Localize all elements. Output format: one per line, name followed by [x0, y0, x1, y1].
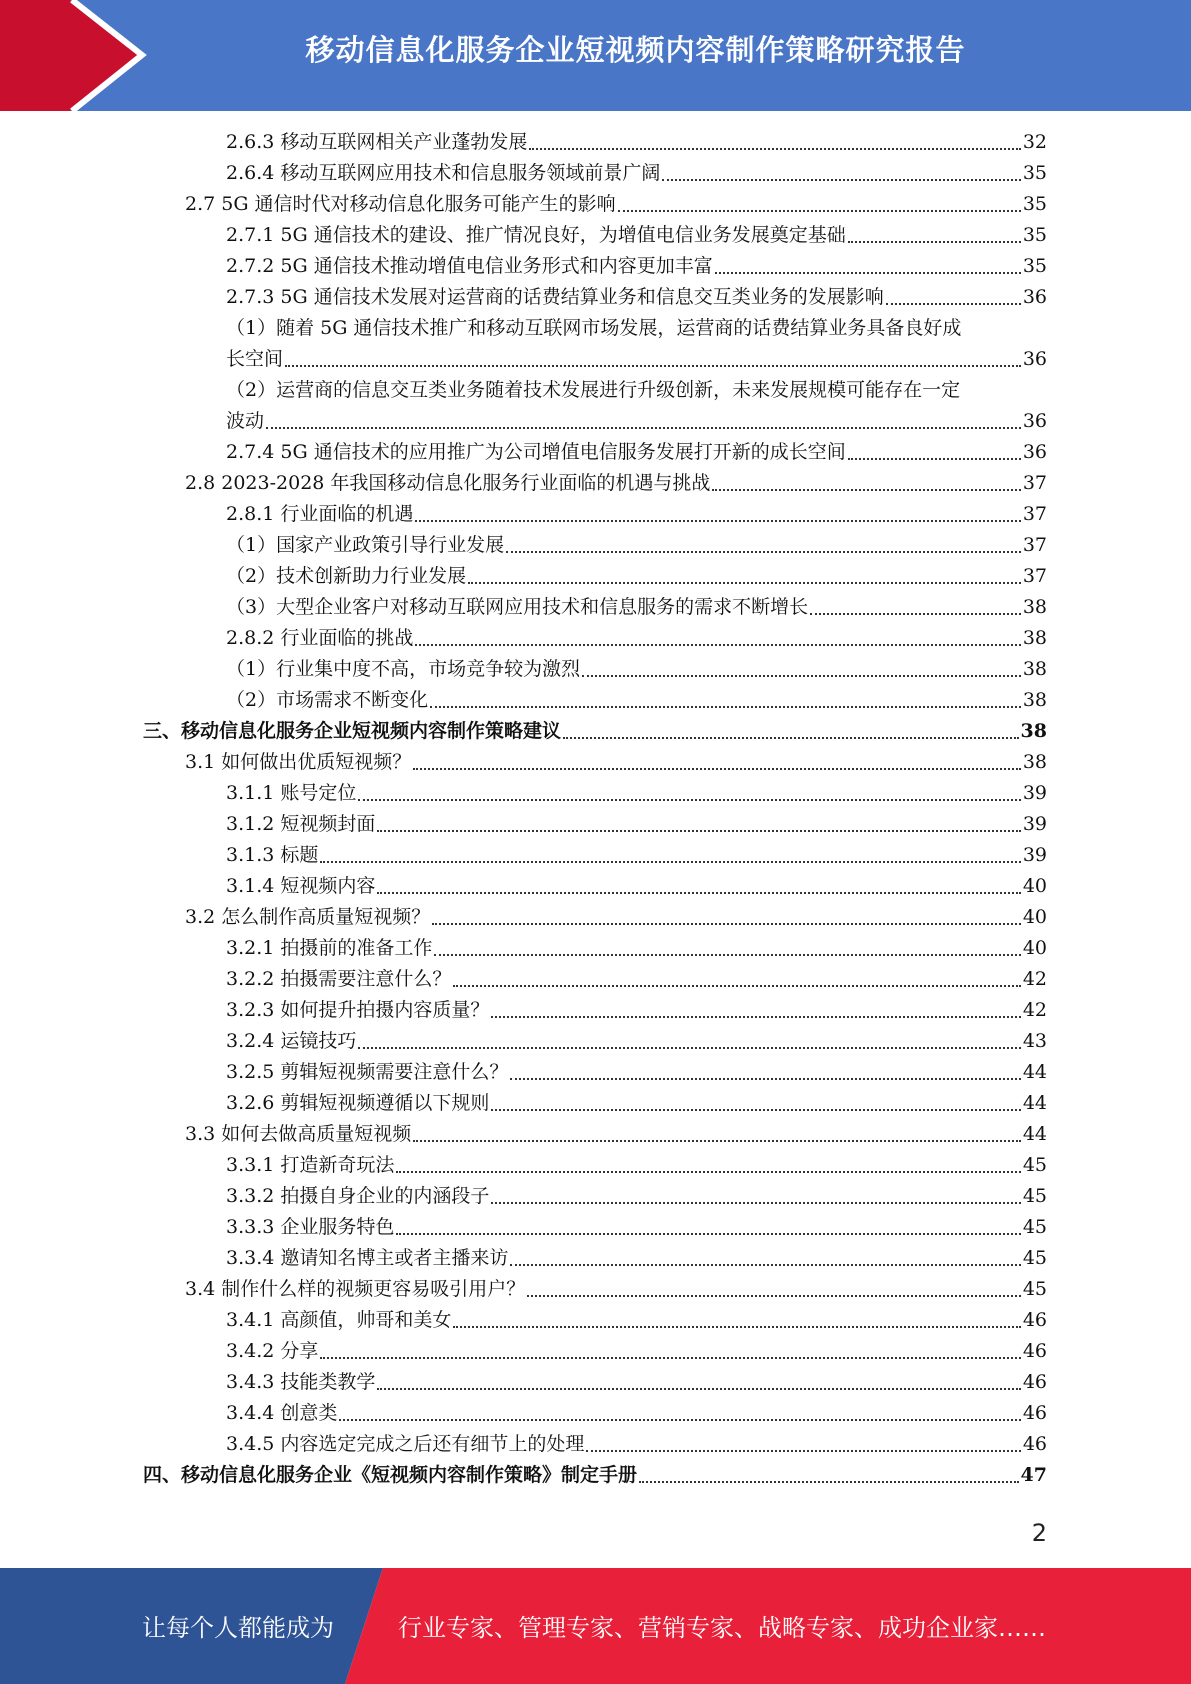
- toc-entry[interactable]: [226, 840, 1047, 871]
- toc-entry-page: 37: [1022, 503, 1047, 525]
- toc-entry[interactable]: [226, 1336, 1047, 1367]
- footer-slogan-right: 行业专家、管理专家、营销专家、战略专家、成功企业家……: [398, 1614, 1046, 1642]
- toc-entry[interactable]: [185, 468, 1047, 499]
- toc-entry[interactable]: [226, 127, 1047, 158]
- toc-entry-page: 37: [1022, 534, 1047, 556]
- toc-dot-leader: [810, 613, 1021, 615]
- toc-entry-first-line[interactable]: [226, 375, 1047, 406]
- toc-entry-page: 45: [1022, 1216, 1047, 1238]
- toc-entry-label: （2）市场需求不断变化: [226, 689, 429, 711]
- toc-entry-page: 43: [1022, 1030, 1047, 1052]
- toc-entry-label: 3.3.1 打造新奇玩法: [226, 1154, 395, 1176]
- toc-dot-leader: [491, 1202, 1020, 1204]
- toc-entry-label: 3.1.1 账号定位: [226, 782, 357, 804]
- toc-entry-label: 3.1 如何做出优质短视频？: [185, 751, 412, 773]
- toc-entry-page: 38: [1022, 627, 1047, 649]
- toc-entry-label: 3.1.2 短视频封面: [226, 813, 376, 835]
- toc-entry-page: 36: [1022, 441, 1047, 463]
- toc-entry-label: 3.2.5 剪辑短视频需要注意什么？: [226, 1061, 509, 1083]
- toc-entry-page: 44: [1022, 1092, 1047, 1114]
- toc-dot-leader: [434, 954, 1020, 956]
- toc-entry-label: 3.4.4 创意类: [226, 1402, 338, 1424]
- toc-entry-page: 36: [1022, 348, 1047, 370]
- toc-dot-leader: [377, 892, 1020, 894]
- toc-entry-page: 45: [1022, 1278, 1047, 1300]
- toc-entry-page: 40: [1022, 875, 1047, 897]
- toc-dot-leader: [468, 582, 1021, 584]
- toc-entry-label: 波动: [226, 410, 265, 432]
- toc-dot-leader: [377, 1388, 1020, 1390]
- toc-entry-page: 39: [1022, 782, 1047, 804]
- toc-entry-label: 3.2 怎么制作高质量短视频？: [185, 906, 431, 928]
- toc-entry[interactable]: [226, 1181, 1047, 1212]
- toc-entry-label: 3.2.2 拍摄需要注意什么？: [226, 968, 452, 990]
- toc-entry-label: （1）国家产业政策引导行业发展: [226, 534, 505, 556]
- toc-dot-leader: [506, 551, 1021, 553]
- toc-entry-page: 32: [1022, 131, 1047, 153]
- toc-dot-leader: [453, 985, 1020, 987]
- footer-slogan-left: 让每个人都能成为: [142, 1614, 334, 1642]
- toc-entry-page: 40: [1022, 937, 1047, 959]
- report-title: 移动信息化服务企业短视频内容制作策略研究报告: [305, 33, 966, 67]
- toc-entry-page: 38: [1022, 689, 1047, 711]
- toc-entry-page: 38: [1022, 751, 1047, 773]
- toc-entry-page: 35: [1022, 162, 1047, 184]
- toc-entry[interactable]: [226, 530, 1047, 561]
- toc-entry[interactable]: [226, 158, 1047, 189]
- toc-entry[interactable]: [226, 220, 1047, 251]
- toc-dot-leader: [396, 1233, 1020, 1235]
- toc-dot-leader: [320, 861, 1020, 863]
- toc-entry[interactable]: [185, 747, 1047, 778]
- toc-entry[interactable]: [226, 282, 1047, 313]
- toc-entry-label: 2.7 5G 通信时代对移动信息化服务可能产生的影响: [185, 193, 616, 215]
- toc-entry-label: （1）行业集中度不高，市场竞争较为激烈: [226, 658, 581, 680]
- page-header-band: [0, 0, 1191, 111]
- toc-dot-leader: [618, 210, 1021, 212]
- toc-entry-page: 46: [1022, 1433, 1047, 1455]
- toc-entry-page: 45: [1022, 1154, 1047, 1176]
- toc-entry-page: 35: [1022, 255, 1047, 277]
- toc-entry-label: 3.3.4 邀请知名博主或者主播来访: [226, 1247, 509, 1269]
- toc-entry[interactable]: [226, 871, 1047, 902]
- toc-entry-page: 35: [1022, 193, 1047, 215]
- toc-dot-leader: [712, 489, 1020, 491]
- toc-dot-leader: [413, 1140, 1021, 1142]
- toc-entry[interactable]: [226, 809, 1047, 840]
- toc-entry[interactable]: [226, 685, 1047, 716]
- toc-entry[interactable]: [226, 561, 1047, 592]
- toc-dot-leader: [358, 799, 1020, 801]
- toc-dot-leader: [886, 303, 1021, 305]
- toc-entry-label: 2.6.3 移动互联网相关产业蓬勃发展: [226, 131, 528, 153]
- toc-entry-label: 3.4.5 内容选定完成之后还有细节上的处理: [226, 1433, 585, 1455]
- toc-entry[interactable]: [226, 1057, 1047, 1088]
- toc-entry[interactable]: [185, 1274, 1047, 1305]
- toc-dot-leader: [848, 241, 1021, 243]
- toc-entry[interactable]: [185, 189, 1047, 220]
- toc-dot-leader: [639, 1481, 1019, 1483]
- toc-entry-page: 38: [1022, 658, 1047, 680]
- toc-dot-leader: [510, 1264, 1020, 1266]
- toc-dot-leader: [432, 923, 1021, 925]
- toc-entry[interactable]: [226, 1429, 1047, 1460]
- toc-entry-label: 3.1.4 短视频内容: [226, 875, 376, 897]
- toc-dot-leader: [430, 706, 1021, 708]
- toc-entry[interactable]: [185, 902, 1047, 933]
- toc-entry-page: 37: [1022, 472, 1047, 494]
- toc-entry[interactable]: [226, 344, 1047, 375]
- toc-entry-page: 39: [1022, 813, 1047, 835]
- toc-entry-label: 2.8.2 行业面临的挑战: [226, 627, 414, 649]
- toc-entry-label: 三、移动信息化服务企业短视频内容制作策略建议: [143, 720, 562, 742]
- page-number: 2: [1031, 1519, 1047, 1547]
- toc-entry[interactable]: [226, 1088, 1047, 1119]
- toc-entry[interactable]: [226, 1305, 1047, 1336]
- toc-chapter-entry[interactable]: [143, 1460, 1047, 1491]
- toc-entry-label: （2）运营商的信息交互类业务随着技术发展进行升级创新，未来发展规模可能存在一定: [226, 379, 961, 401]
- toc-entry-label: 2.7.4 5G 通信技术的应用推广为公司增值电信服务发展打开新的成长空间: [226, 441, 846, 463]
- toc-entry-page: 36: [1022, 286, 1047, 308]
- toc-entry-page: 42: [1022, 968, 1047, 990]
- toc-entry[interactable]: [226, 1212, 1047, 1243]
- toc-entry-label: 长空间: [226, 348, 284, 370]
- toc-dot-leader: [491, 1109, 1020, 1111]
- toc-dot-leader: [339, 1419, 1020, 1421]
- toc-entry-label: 3.2.1 拍摄前的准备工作: [226, 937, 433, 959]
- toc-dot-leader: [320, 1357, 1020, 1359]
- page-footer-band: [0, 1568, 1191, 1684]
- toc-entry[interactable]: [226, 499, 1047, 530]
- toc-entry-page: 39: [1022, 844, 1047, 866]
- toc-entry[interactable]: [226, 1398, 1047, 1429]
- toc-entry[interactable]: [226, 1026, 1047, 1057]
- toc-dot-leader: [413, 768, 1021, 770]
- toc-dot-leader: [715, 272, 1021, 274]
- toc-entry[interactable]: [226, 623, 1047, 654]
- toc-entry-label: 3.3 如何去做高质量短视频: [185, 1123, 412, 1145]
- toc-entry-label: 3.2.6 剪辑短视频遵循以下规则: [226, 1092, 490, 1114]
- toc-dot-leader: [396, 1171, 1020, 1173]
- toc-entry[interactable]: [226, 1243, 1047, 1274]
- toc-entry-label: 3.2.4 运镜技巧: [226, 1030, 357, 1052]
- toc-entry-label: 3.4 制作什么样的视频更容易吸引用户？: [185, 1278, 526, 1300]
- toc-entry-page: 40: [1022, 906, 1047, 928]
- toc-entry[interactable]: [226, 1150, 1047, 1181]
- toc-dot-leader: [415, 520, 1020, 522]
- toc-entry-label: 3.4.3 技能类教学: [226, 1371, 376, 1393]
- toc-entry-page: 46: [1022, 1402, 1047, 1424]
- toc-entry-page: 35: [1022, 224, 1047, 246]
- toc-entry[interactable]: [226, 995, 1047, 1026]
- toc-entry-page: 38: [1022, 596, 1047, 618]
- toc-entry-label: 2.8 2023-2028 年我国移动信息化服务行业面临的机遇与挑战: [185, 472, 711, 494]
- toc-entry-page: 44: [1022, 1123, 1047, 1145]
- toc-entry-label: 3.3.2 拍摄自身企业的内涵段子: [226, 1185, 490, 1207]
- toc-entry-page: 46: [1022, 1340, 1047, 1362]
- toc-entry-label: 3.4.1 高颜值，帅哥和美女: [226, 1309, 452, 1331]
- toc-entry-label: 2.7.1 5G 通信技术的建设、推广情况良好，为增值电信业务发展奠定基础: [226, 224, 846, 246]
- toc-chapter-entry[interactable]: [143, 716, 1047, 747]
- toc-entry[interactable]: [226, 654, 1047, 685]
- toc-entry[interactable]: [226, 437, 1047, 468]
- toc-entry[interactable]: [226, 251, 1047, 282]
- toc-entry-page: 38: [1020, 720, 1047, 742]
- toc-entry-first-line[interactable]: [226, 313, 1047, 344]
- toc-entry-label: 2.8.1 行业面临的机遇: [226, 503, 414, 525]
- toc-entry-label: 2.7.2 5G 通信技术推动增值电信业务形式和内容更加丰富: [226, 255, 713, 277]
- toc-entry-page: 44: [1022, 1061, 1047, 1083]
- toc-dot-leader: [285, 365, 1021, 367]
- toc-dot-leader: [510, 1078, 1020, 1080]
- toc-entry-page: 45: [1022, 1247, 1047, 1269]
- toc-dot-leader: [563, 737, 1019, 739]
- toc-entry-page: 36: [1022, 410, 1047, 432]
- toc-entry-page: 45: [1022, 1185, 1047, 1207]
- toc-dot-leader: [358, 1047, 1020, 1049]
- toc-dot-leader: [527, 1295, 1021, 1297]
- toc-entry-label: 3.3.3 企业服务特色: [226, 1216, 395, 1238]
- toc-dot-leader: [415, 644, 1020, 646]
- toc-entry[interactable]: [226, 933, 1047, 964]
- toc-entry[interactable]: [226, 778, 1047, 809]
- toc-entry-page: 46: [1022, 1371, 1047, 1393]
- toc-dot-leader: [491, 1016, 1020, 1018]
- toc-entry[interactable]: [226, 592, 1047, 623]
- toc-dot-leader: [582, 675, 1021, 677]
- toc-entry-label: （2）技术创新助力行业发展: [226, 565, 467, 587]
- toc-entry-label: （1）随着 5G 通信技术推广和移动互联网市场发展，运营商的话费结算业务具备良好成: [226, 317, 962, 339]
- toc-dot-leader: [662, 179, 1020, 181]
- toc-entry-label: 四、移动信息化服务企业《短视频内容制作策略》制定手册: [143, 1464, 638, 1486]
- toc-dot-leader: [586, 1450, 1020, 1452]
- toc-dot-leader: [453, 1326, 1020, 1328]
- toc-dot-leader: [529, 148, 1020, 150]
- toc-entry-label: 3.1.3 标题: [226, 844, 319, 866]
- toc-entry-label: 2.6.4 移动互联网应用技术和信息服务领域前景广阔: [226, 162, 661, 184]
- toc-entry-page: 42: [1022, 999, 1047, 1021]
- toc-entry-page: 46: [1022, 1309, 1047, 1331]
- toc-dot-leader: [266, 427, 1021, 429]
- toc-entry-label: 3.2.3 如何提升拍摄内容质量？: [226, 999, 490, 1021]
- toc-entry-label: （3）大型企业客户对移动互联网应用技术和信息服务的需求不断增长: [226, 596, 809, 618]
- toc-entry[interactable]: [226, 406, 1047, 437]
- toc-entry-page: 47: [1020, 1464, 1047, 1486]
- toc-entry-page: 37: [1022, 565, 1047, 587]
- toc-entry[interactable]: [226, 964, 1047, 995]
- toc-entry[interactable]: [185, 1119, 1047, 1150]
- toc-dot-leader: [377, 830, 1020, 832]
- toc-entry-label: 3.4.2 分享: [226, 1340, 319, 1362]
- toc-entry-label: 2.7.3 5G 通信技术发展对运营商的话费结算业务和信息交互类业务的发展影响: [226, 286, 884, 308]
- toc-dot-leader: [848, 458, 1021, 460]
- toc-entry[interactable]: [226, 1367, 1047, 1398]
